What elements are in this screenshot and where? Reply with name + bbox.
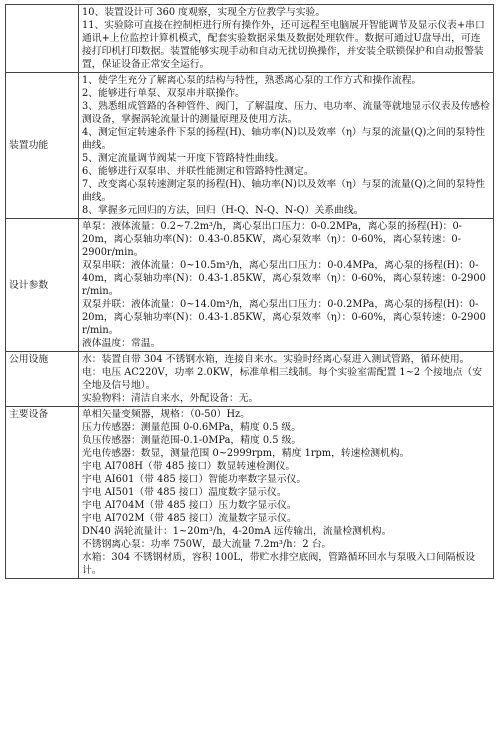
row-content <box>79 73 494 219</box>
table-row <box>6 352 494 407</box>
content-line: 单相矢量变频器，规格：（0-50）Hz。 <box>82 409 250 420</box>
content-line: 3、熟悉组成管路的各种管件、阀门，了解温度、压力、电功率、流量等就地显示仪表及传感检测设备，掌握涡轮流量计的测量原理及使用方法。 <box>82 101 490 125</box>
content-line: 2、能够进行单泵、双泵串并联操作。 <box>82 88 245 99</box>
content-line: 宇电 AI708H（带 485 接口）数显转速检测仪。 <box>82 461 296 472</box>
content-line: 水：装置自带 304 不锈钢水箱，连接自来水。实验时经离心泵进入测试管路，循环使用。 <box>82 354 470 365</box>
content-line: 液体温度：常温。 <box>82 338 161 349</box>
content-line: 6、能够进行双泵串、并联性能测定和管路特性测定。 <box>82 166 314 177</box>
table-row <box>6 73 494 219</box>
content-line: 水箱：304 不锈钢材质，容积 100L，带贮水排空底阀，管路循环回水与泵吸入口间隔板设计。 <box>82 552 476 576</box>
content-line: DN40 涡轮流量计：1~20m³/h，4-20mA 远传输出，流量检测机构。 <box>82 526 392 537</box>
row-label: 设计参数 <box>6 219 79 352</box>
content-line: 8、掌握多元回归的方法，回归（H-Q、N-Q、N-Q）关系曲线。 <box>82 205 364 216</box>
content-line: 电：电压 AC220V，功率 2.0KW，标准单相三线制。每个实验室需配置 1~2 个接地点（安全地及信号地）。 <box>82 367 483 391</box>
row-content <box>79 5 494 73</box>
spec-table <box>5 4 494 579</box>
content-line: 5、测定流量调节阀某一开度下管路特性曲线。 <box>82 153 285 164</box>
content-line: 1、使学生充分了解离心泵的结构与特性，熟悉离心泵的工作方式和操作流程。 <box>82 75 422 86</box>
content-line: 光电传感器：数显，测量范围 0~2999rpm，精度 1rpm，转速检测机构。 <box>82 448 410 459</box>
content-line: 实验物料：清洁自来水，外配设备：无。 <box>82 393 259 404</box>
table-row <box>6 219 494 352</box>
content-line: 双泵并联：液体流量：0~14.0m³/h，离心泵出口压力：0-0.2MPa，离心泵的扬程(H)：0-20m，离心泵轴功率(N)：0.43-1.85KW，离心泵效率（η）：0-60%，离心泵转速：0-2900 r/min。 <box>82 299 486 336</box>
content-line: 双泵串联：液体流量：0~10.5m³/h，离心泵出口压力：0-0.4MPa，离心泵的扬程(H)：0-40m，离心泵轴功率(N)：0.43-1.85KW，离心泵效率（η）：0-60%，离心泵转速：0-2900 r/min。 <box>82 260 486 297</box>
row-label: 公用设施 <box>6 352 79 407</box>
row-label: 主要设备 <box>6 407 79 579</box>
content-line: 4、测定恒定转速条件下泵的扬程(H)、轴功率(N)以及效率（η）与泵的流量(Q)之间的泵特性曲线。 <box>82 127 486 151</box>
row-content <box>79 352 494 407</box>
table-row <box>6 5 494 73</box>
content-line: 宇电 AI601（带 485 接口）智能功率数字显示仪。 <box>82 474 307 485</box>
row-label <box>6 5 79 73</box>
content-line: 11、实验除可直接在控制柜进行所有操作外，还可远程至电脑展开智能调节及显示仪表+串口通讯+上位监控计算机模式，配套实验数据采集及数据处理软件。数据可通过U盘导出，可连接打印机打印数据。装置能够实现手动和自动无扰切换操作，并安装全联锁保护和自动报警装置，保证设备正常安全运行。 <box>82 20 485 70</box>
content-line: 宇电 AI501（带 485 接口）温度数字显示仪。 <box>82 487 287 498</box>
content-line: 不锈钢离心泵：功率 750W，最大流量 7.2m³/h：2 台。 <box>82 539 332 550</box>
content-line: 压力传感器：测量范围 0-0.6MPa，精度 0.5 级。 <box>82 422 302 433</box>
table-row <box>6 407 494 579</box>
row-content <box>79 219 494 352</box>
content-line: 7、改变离心泵转速测定泵的扬程(H)、轴功率(N)以及效率（η）与泵的流量(Q)之间的泵特性曲线。 <box>82 179 486 203</box>
row-content <box>79 407 494 579</box>
content-line: 单泵：液体流量：0.2~7.2m³/h，离心泵出口压力：0-0.2MPa，离心泵的扬程(H)：0-20m，离心泵轴功率(N)：0.43-0.85KW，离心泵效率（η）：0-60%，离心泵转速：0-2900r/min。 <box>82 221 462 258</box>
content-line: 10、装置设计可 360 度观察，实现全方位教学与实验。 <box>82 7 326 18</box>
content-line: 宇电 AI702M（带 485 接口）流量数字显示仪。 <box>82 513 297 524</box>
row-label: 装置功能 <box>6 73 79 219</box>
content-line: 宇电 AI704M（带 485 接口）压力数字显示仪。 <box>82 500 297 511</box>
content-line: 负压传感器：测量范围-0.1-0MPa，精度 0.5 级。 <box>82 435 302 446</box>
